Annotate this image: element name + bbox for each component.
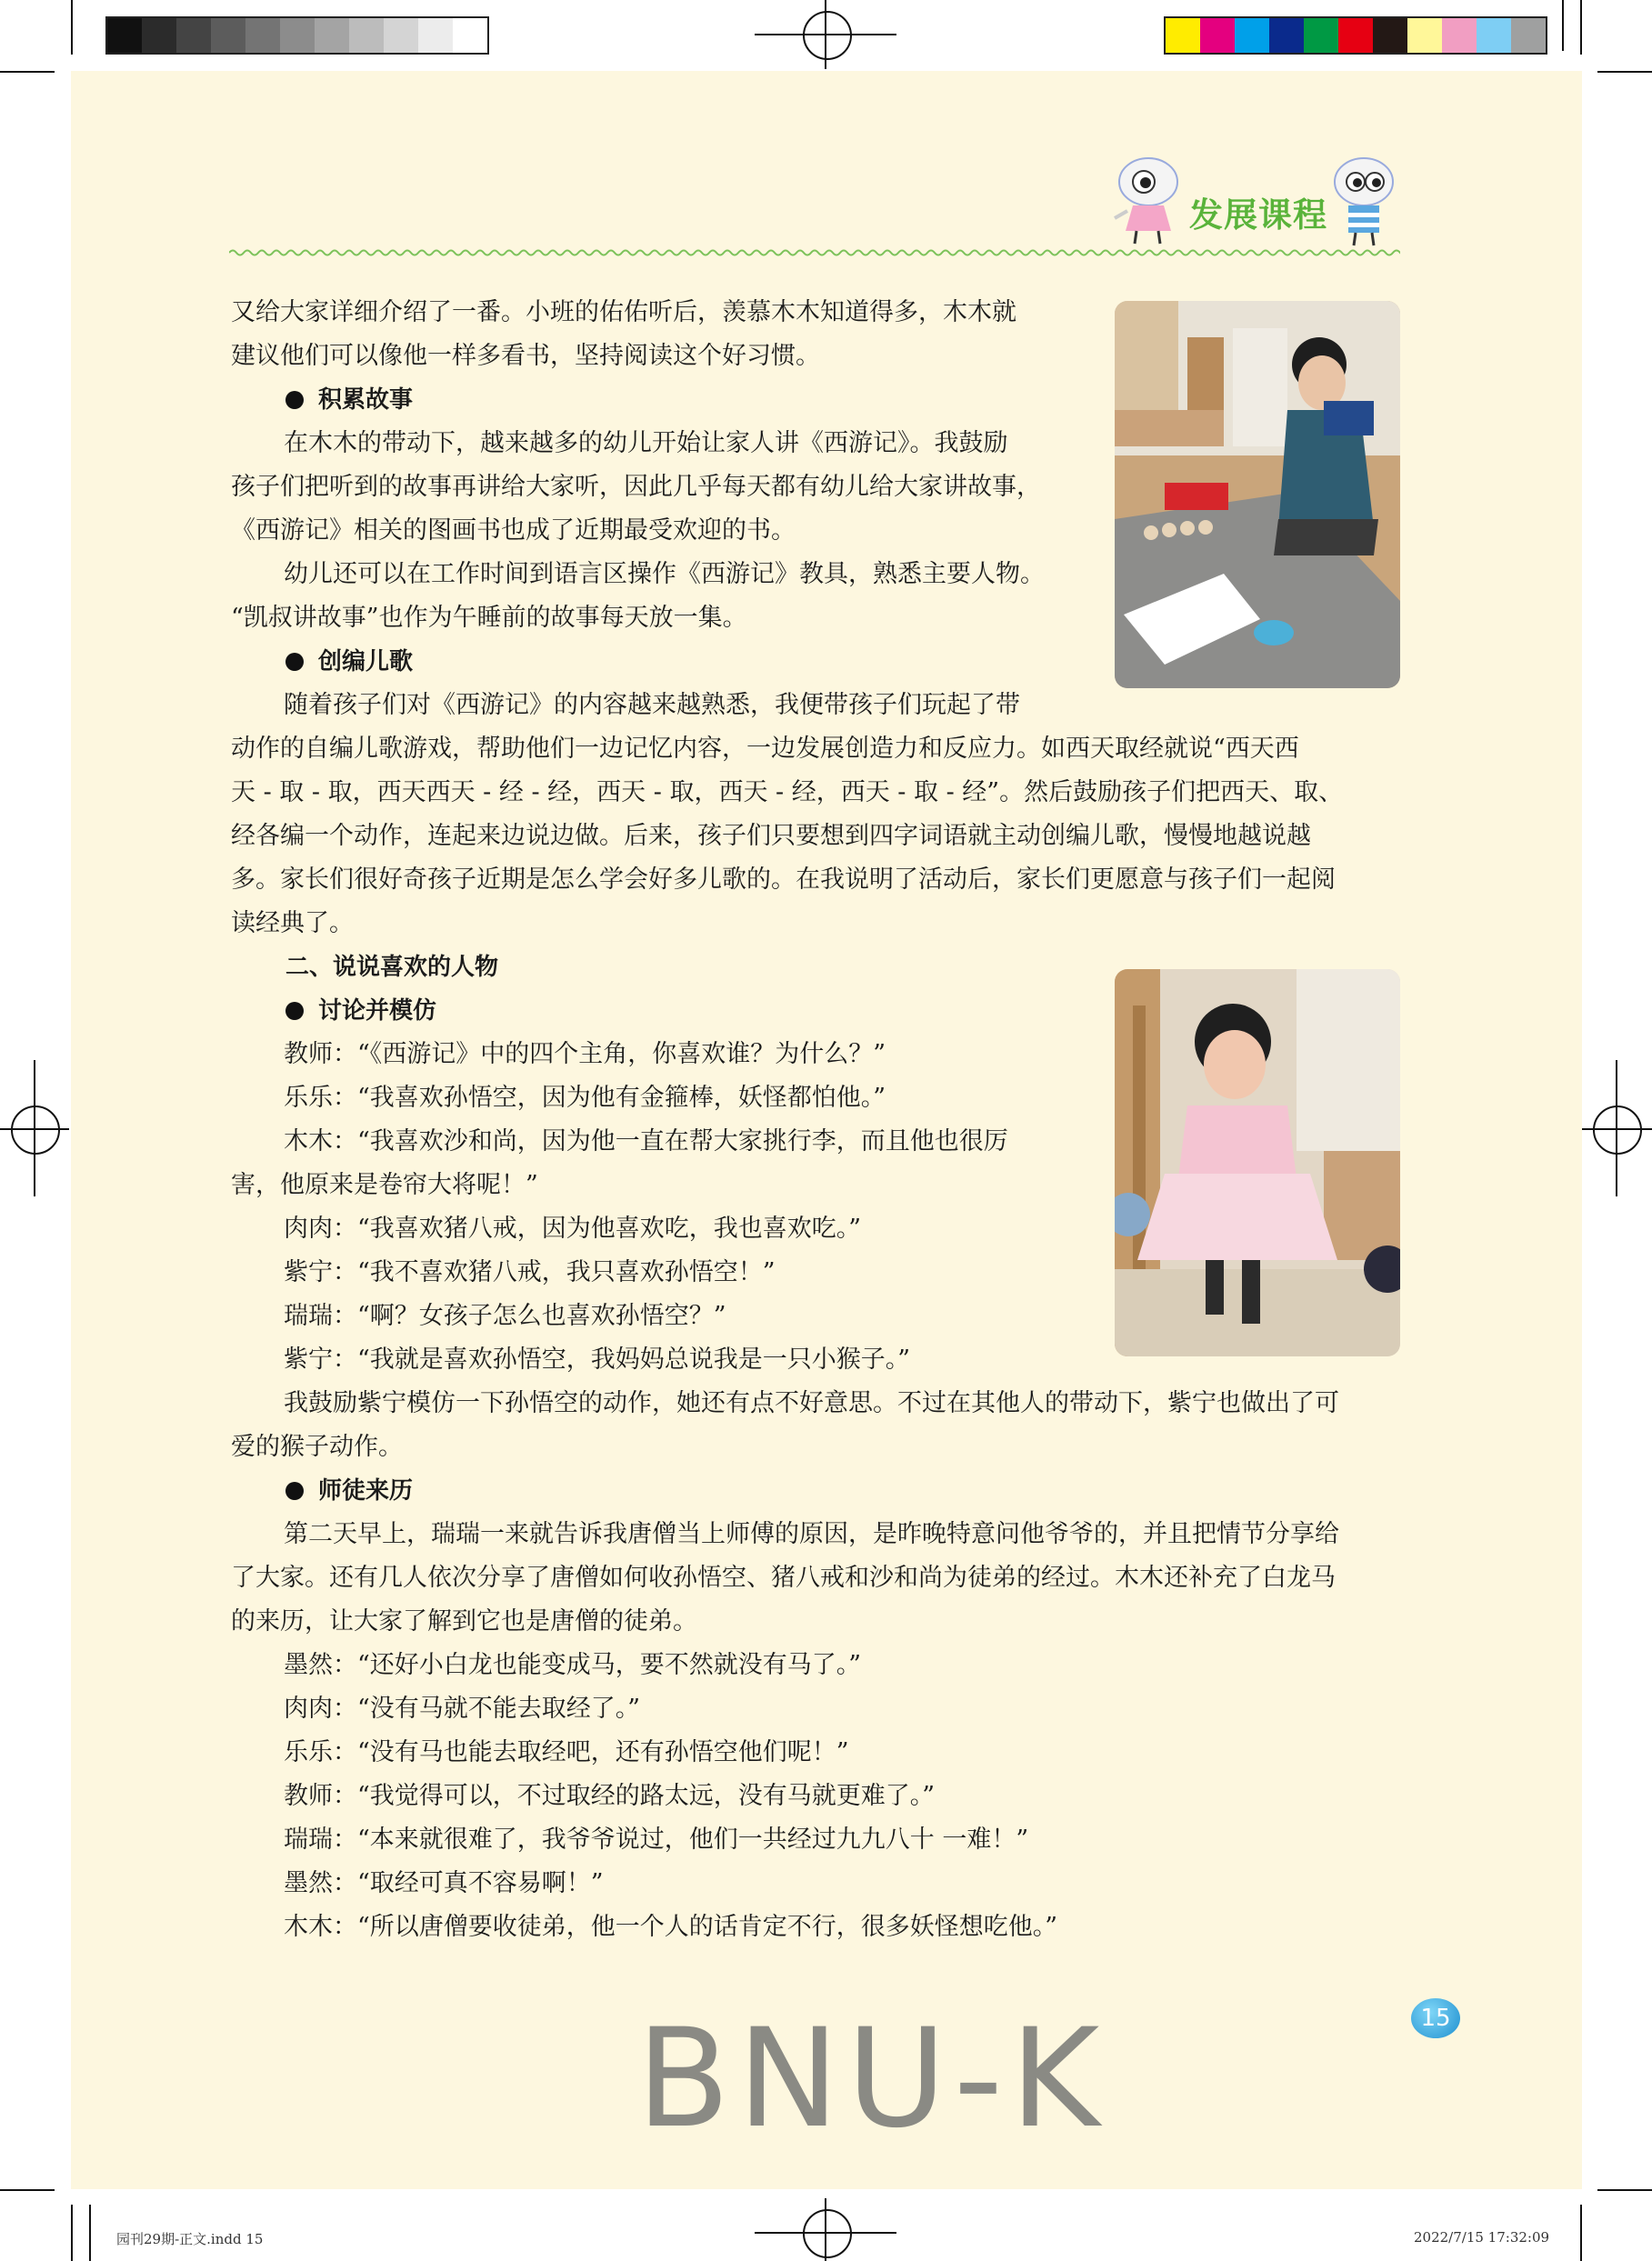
paragraph-line: 的来历，让大家了解到它也是唐僧的徒弟。: [231, 1607, 697, 1636]
dialogue-line: 墨然：“取经可真不容易啊！”: [284, 1869, 604, 1897]
color-swatch: [384, 18, 418, 53]
color-swatch: [1235, 18, 1269, 53]
paragraph-line: 建议他们可以像他一样多看书，坚持阅读这个好习惯。: [231, 342, 820, 370]
footer-file-info: 园刊29期-正文.indd 15: [116, 2231, 264, 2247]
dialogue-line: 肉肉：“没有马就不能去取经了。”: [284, 1695, 641, 1723]
dialogue-line: 木木：“我喜欢沙和尚，因为他一直在帮大家挑行李，而且他也很厉: [284, 1127, 1008, 1156]
paragraph-line: 爱的猴子动作。: [231, 1433, 403, 1461]
dialogue-line: 乐乐：“我喜欢孙悟空，因为他有金箍棒，妖怪都怕他。”: [284, 1084, 886, 1112]
color-swatch: [418, 18, 453, 53]
footer-timestamp: 2022/7/15 17:32:09: [1414, 2229, 1550, 2246]
page-number: 15: [1411, 1998, 1460, 2038]
color-swatch: [1442, 18, 1477, 53]
dialogue-line: 肉肉：“我喜欢猪八戒，因为他喜欢吃，我也喜欢吃。”: [284, 1215, 862, 1243]
color-swatch: [1269, 18, 1304, 53]
paragraph-line: 第二天早上，瑞瑞一来就告诉我唐僧当上师傅的原因，是昨晚特意问他爷爷的，并且把情节分享给: [284, 1520, 1339, 1548]
dialogue-line: 瑞瑞：“本来就很难了，我爷爷说过，他们一共经过九九八十 一难！”: [284, 1826, 1029, 1854]
dialogue-line: 害，他原来是卷帘大将呢！”: [231, 1171, 538, 1199]
bullet-icon: [285, 391, 304, 409]
section-title: 发展课程: [1189, 195, 1327, 235]
paragraph-line: 多。家长们很好奇孩子近期是怎么学会好多儿歌的。在我说明了活动后，家长们更愿意与孩子们一起阅: [231, 865, 1336, 894]
grayscale-calibration-bar: [105, 16, 489, 55]
color-swatch: [1338, 18, 1373, 53]
dialogue-line: 瑞瑞：“啊？女孩子怎么也喜欢孙悟空？”: [284, 1302, 726, 1330]
paragraph-line: “凯叔讲故事”也作为午睡前的故事每天放一集。: [231, 604, 747, 632]
color-swatch: [142, 18, 176, 53]
dialogue-line: 紫宁：“我就是喜欢孙悟空，我妈妈总说我是一只小猴子。”: [284, 1346, 911, 1374]
color-swatch: [349, 18, 384, 53]
mascot-girl-icon: [1107, 155, 1189, 245]
color-swatch: [176, 18, 211, 53]
paragraph-line: 在木木的带动下，越来越多的幼儿开始让家人讲《西游记》。我鼓励: [284, 429, 1008, 457]
color-swatch: [1511, 18, 1546, 53]
paragraph-line: 动作的自编儿歌游戏，帮助他们一边记忆内容，一边发展创造力和反应力。如西天取经就说“西天西: [231, 735, 1299, 763]
color-swatch: [1373, 18, 1407, 53]
color-swatch: [211, 18, 245, 53]
subheading: 创编儿歌: [231, 640, 1343, 684]
subheading: 讨论并模仿: [231, 989, 1343, 1033]
color-swatch: [245, 18, 280, 53]
dialogue-line: 紫宁：“我不喜欢猪八戒，我只喜欢孙悟空！”: [284, 1258, 776, 1286]
paragraph-line: 《西游记》相关的图画书也成了近期最受欢迎的书。: [231, 516, 796, 545]
color-swatch: [1304, 18, 1338, 53]
watermark: BNU-K: [636, 2000, 1107, 2158]
color-swatch: [280, 18, 315, 53]
color-swatch: [1407, 18, 1442, 53]
color-swatch: [1477, 18, 1511, 53]
color-swatch: [107, 18, 142, 53]
paragraph-line: 幼儿还可以在工作时间到语言区操作《西游记》教具，熟悉主要人物。: [284, 560, 1045, 588]
color-swatch: [315, 18, 349, 53]
bullet-icon: [285, 1482, 304, 1500]
dialogue-line: 墨然：“还好小白龙也能变成马，要不然就没有马了。”: [284, 1651, 862, 1679]
dialogue-line: 乐乐：“没有马也能去取经吧，还有孙悟空他们呢！”: [284, 1738, 849, 1766]
paragraph-line: 随着孩子们对《西游记》的内容越来越熟悉，我便带孩子们玩起了带: [284, 691, 1020, 719]
dialogue-line: 教师：“《西游记》中的四个主角，你喜欢谁？为什么？”: [284, 1040, 886, 1068]
header-divider: [229, 247, 1400, 258]
paragraph-line: 孩子们把听到的故事再讲给大家听，因此几乎每天都有幼儿给大家讲故事，: [231, 473, 1041, 501]
mascot-boy-icon: [1323, 153, 1405, 247]
paragraph-line: 又给大家详细介绍了一番。小班的佑佑听后，羡慕木木知道得多，木木就: [231, 298, 1016, 326]
dialogue-line: 木木：“所以唐僧要收徒弟，他一个人的话肯定不行，很多妖怪想吃他。”: [284, 1913, 1058, 1941]
dialogue-line: 教师：“我觉得可以，不过取经的路太远，没有马就更难了。”: [284, 1782, 936, 1810]
color-swatch: [1200, 18, 1235, 53]
paragraph-line: 读经典了。: [231, 909, 354, 937]
bullet-icon: [285, 1002, 304, 1020]
paragraph-line: 了大家。还有几人依次分享了唐僧如何收孙悟空、猪八戒和沙和尚为徒弟的经过。木木还补充了白龙马: [231, 1564, 1336, 1592]
subheading: 积累故事: [231, 378, 1343, 422]
paragraph-line: 我鼓励紫宁模仿一下孙悟空的动作，她还有点不好意思。不过在其他人的带动下，紫宁也做出了可: [284, 1389, 1339, 1417]
color-swatch: [1166, 18, 1200, 53]
body-text-block-1: [231, 291, 1343, 1949]
paragraph-line: 天 - 取 - 取，西天西天 - 经 - 经，西天 - 取，西天 - 经，西天 - 取 - 经”。然后鼓励孩子们把西天、取、: [231, 778, 1344, 806]
paragraph-line: 经各编一个动作，连起来边说边做。后来，孩子们只要想到四字词语就主动创编儿歌，慢慢地越说越: [231, 822, 1311, 850]
color-calibration-bar: [1164, 16, 1547, 55]
bullet-icon: [285, 653, 304, 671]
section-heading: 二、说说喜欢的人物: [285, 954, 499, 981]
color-swatch: [453, 18, 487, 53]
subheading: 师徒来历: [231, 1469, 1343, 1513]
